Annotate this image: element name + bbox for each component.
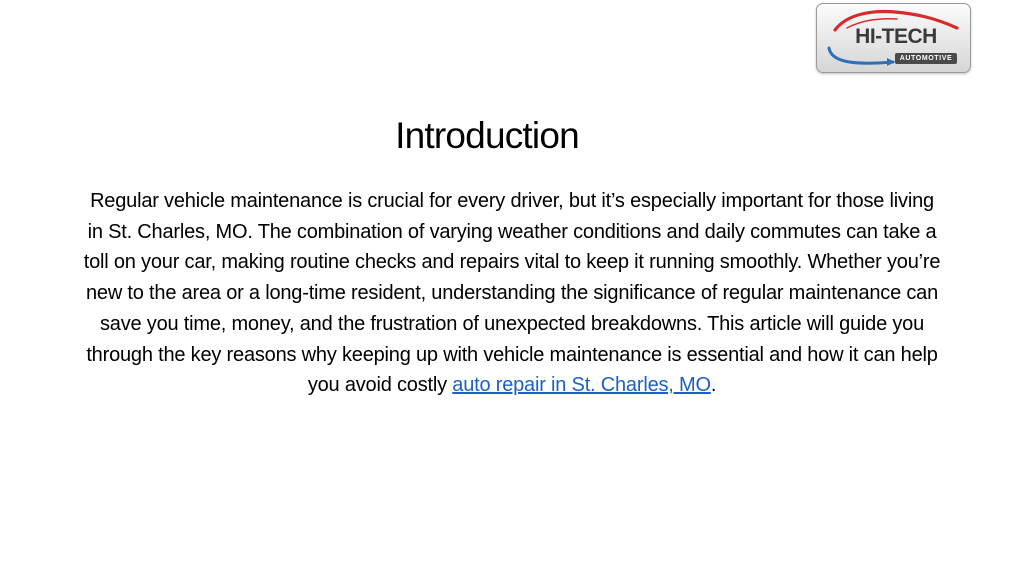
intro-end-text: . xyxy=(710,374,717,397)
auto-repair-link[interactable]: auto repair in St. Charles, MO xyxy=(452,374,711,397)
slide-title: Introduction xyxy=(395,115,579,156)
intro-text: Regular vehicle maintenance is crucial for every driver, but it’s especially important for those living in St. Charles, MO. The combination of varying weather conditions and daily commutes can take a toll on your car, making routine checks and repairs vital to keep it running smoothly. Whether you’re new to the area or a long-time resident, understanding the significance of regular maintenance can save you time, money, and the frustration of unexpected breakdowns. This article will guide you through the key reasons why keeping up with vehicle maintenance is essential and how it can help you avoid costly xyxy=(83,190,941,397)
intro-paragraph xyxy=(82,186,942,401)
logo-main-text: HI-TECH xyxy=(855,25,937,48)
hi-tech-automotive-logo xyxy=(816,3,971,73)
logo-sub-text: AUTOMOTIVE xyxy=(895,53,957,64)
